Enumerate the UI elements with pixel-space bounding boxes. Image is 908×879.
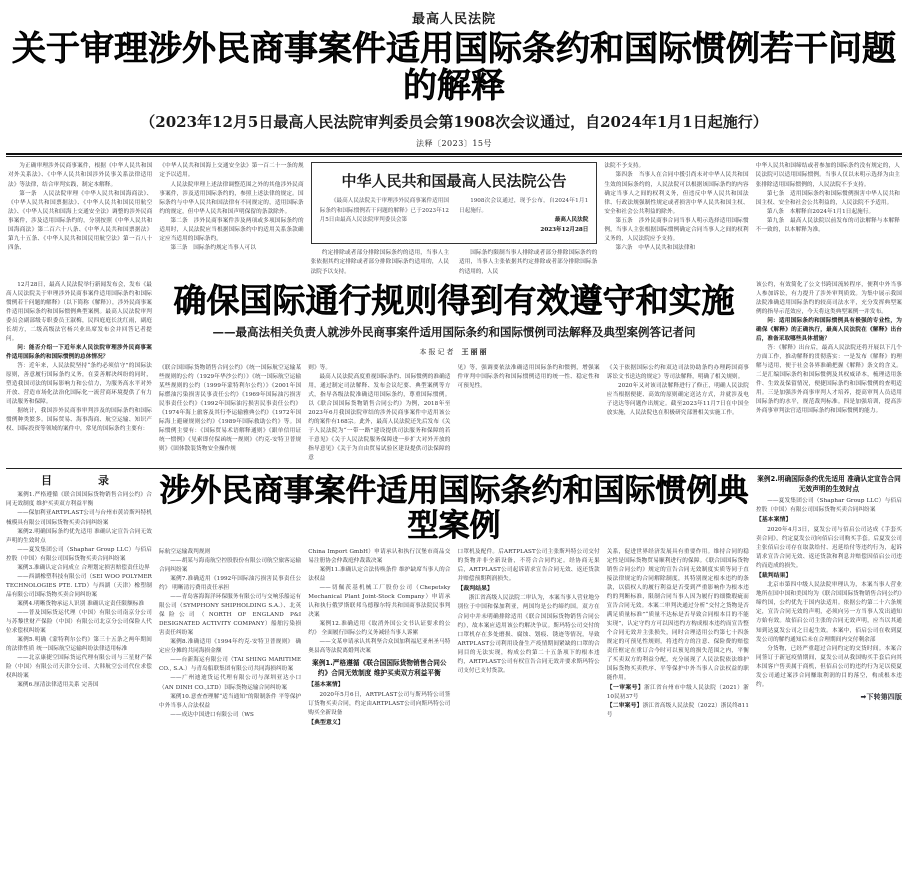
interview-head xyxy=(159,281,749,360)
interview-section xyxy=(6,281,902,464)
gazette-left-column xyxy=(320,197,449,235)
paragraph: 第八条 本解释自2024年1月1日起施行。 xyxy=(766,208,875,215)
cases-center xyxy=(159,472,749,728)
page-title: 关于审理涉外民商事案件适用国际条约和国际惯例若干问题的解释 xyxy=(12,29,896,106)
interview-subheadline: ——最高法相关负责人就涉外民商事案件适用国际条约和国际惯例司法解释及典型案例答记者问 xyxy=(212,324,696,339)
interpretation-column-3 xyxy=(311,249,449,276)
toc-item[interactable]: 案例3.准确认定合同成立 合理划定损害赔偿责任边界 xyxy=(17,564,150,571)
paragraph: 见》等，强调要依法准确适用国际条约和惯例，增强案件审判中国际条约和国际惯例适用的统一性、稳定性和可预见性。 xyxy=(457,364,600,389)
toc-column xyxy=(6,472,152,728)
paragraph: 法院不予支持。 xyxy=(604,163,645,170)
paragraph: 2020年又对该司法解释进行了修正，明确人民法院应当根据便捷、高效的原则确定送达方式，并就涉及电子送达等问题作出规定。截至2023年11月7日在中国全放实施，人民法院也在积极研究部署相关实施工作。 xyxy=(606,382,749,417)
toc-item[interactable]: ——广州迪迪货运代理有限公司与深圳亚达小口（AN DINH CO.,LTD）国际货物运输合同纠纷案 xyxy=(159,675,302,691)
paragraph: 第三条 国际条约规定当事人可以 xyxy=(170,244,256,251)
paragraph: 第二条 涉外民商事案件涉及两项或多项国际条约的适用时，人民法院应当根据国际条约中的适用关系条款确定应当适用的国际条约。 xyxy=(159,217,304,242)
paragraph: 据统计，我国涉外民商事审判涉及的国际条约和国际惯例种类繁多。国际贸易、海事海商、航空运输、知识产权、国际投资等领域的案件中，常见的国际条约主要有： xyxy=(6,408,152,433)
case2-title: 案例2.明确国际条约优先适用 准确认定宣告合同无效声明的生效时点 xyxy=(757,475,901,494)
paragraph: 《中华人民共和国海上交通安全法》第一百二十一条的规定予以适用。 xyxy=(159,163,304,179)
case1-facts-label: 【基本案情】 xyxy=(308,682,344,689)
paragraph: 1908次会议通过，现予公布，自2024年1月1日起施行。 xyxy=(459,198,589,214)
interpretation-column-4 xyxy=(459,249,597,276)
interview-column-4 xyxy=(458,364,600,464)
case2-result-label: 【裁判结果】 xyxy=(756,572,792,579)
cases-headline: 涉外民商事案件适用国际条约和国际惯例典型案例 xyxy=(159,473,749,545)
toc-item[interactable]: ——文某申请承认其利坚合众国加利福尼亚州圣马特奥县高等法院离婚判决案 xyxy=(308,639,451,655)
case1-second-label: 【二审案号】 xyxy=(606,702,643,709)
question: 问：能否介绍一下近年来人民法院审理涉外民商事案件适用国际条约和国际惯例的总体情况？ xyxy=(6,344,152,360)
toc-item[interactable]: ——青岛客海海洋环保服务有限公司与交响乐船运有限公司（SYMPHONY SHIPHOLDING S.A.）、北英保险公司（NORTH OF ENGLAND P&I DESIGNATED ACTIVITY COMPANY）船舶污染损害责任纠纷案 xyxy=(159,594,302,637)
paragraph: 第四条 当事人在合同中援引尚未对中华人民共和国生效的国际条约的，人民法院可以根据该国际条约的内容确定当事人之间的权利义务，但违反中华人民共和国法律、行政法规强制性规定或者损害中华人民共和国主权、安全和社会公共利益的除外。 xyxy=(604,172,749,215)
paragraph: 第六条 中华人民共和国法律和 xyxy=(615,244,696,251)
toc-item[interactable]: China Import GmbH）申请承认和执行汉堡市商品交易注册协会仲裁庭仲裁裁决案 xyxy=(308,548,451,564)
gazette-box xyxy=(311,162,598,244)
case2-subtitle: ——夏发集团公司（Shaphar Group LLC）与佰启控股（中国）有限公司国际货物买卖合同纠纷案 xyxy=(756,498,902,514)
masthead-subtitle: （2023年12月5日最高人民法院审判委员会第1908次会议通过，自2024年1月1日起施行） xyxy=(140,113,768,132)
toc-item[interactable]: ——普及国际货运代理（中国）有限公司南京分公司与苏黎世财产保险（中国）有限公司北京分公司保险人代位求偿权纠纷案 xyxy=(6,610,152,635)
case1-first-instance xyxy=(607,684,749,702)
paragraph: 12月28日，最高人民法院举行新闻发布会，发布《最高人民法院关于审理涉外民商事案件适用国际条约和国际惯例若干问题的解释》（以下简称《解释》），涉外民商事案件适用国际条约和国际惯例典型案例。最高人民法院审判委员会副部级专职委员王淑梅，民四庭庭长沈红雨，副庭长胡方，二级高级法官杨兴业出席发布会并回答记者提问。 xyxy=(6,281,152,342)
paragraph: 第五条 涉外民商事合同当事人明示选择适用国际惯例，当事人主张根据国际惯例确定合同当事人之间的权利义务的，人民法院应予支持。 xyxy=(604,217,749,242)
toc-item[interactable]: 案例2.明确国际条约优先适用 准确认定宣告合同无效声明的生效时点 xyxy=(6,528,152,544)
paragraph: 《最高人民法院关于审理涉外民商事案件适用国际条约和国际惯例若干问题的解释》已于2023年12月5日由最高人民法院审判委员会第 xyxy=(319,198,449,224)
paragraph: 中华人民共和国缔结或者参加的国际条约没有规定的，人民法院可以适用国际惯例。当事人仅以未明示选择为由主张排除适用国际惯例的，人民法院不予支持。 xyxy=(755,163,900,188)
paragraph: 第九条 最高人民法院以前发布的司法解释与本解释不一致的，以本解释为准。 xyxy=(755,217,900,233)
case1-second-instance xyxy=(607,702,749,720)
case2-facts: 2020年4月3日，夏发公司与佰启公司达成《手套买卖合同》，约定夏发公司向佰启公司购买手套。后夏发公司主张佰启公司存在取款给付、迟延给付等违约行为，起诉请求宣告合同无效、返还货款和利息并赔偿因佰启公司违约而造成的损失。 xyxy=(756,526,902,569)
gazette-block xyxy=(311,162,598,276)
jump-to-page-link[interactable]: ➡下转第四版 xyxy=(860,692,902,701)
toc-item[interactable]: 案例8.准确适用《1994年约克-安特卫普规则》 确定应分摊的共同海损金额 xyxy=(159,639,302,655)
paragraph: 该公约，有效简化了公文书跨国流转程序，便利中外当事人参加诉讼，有力提升了涉外审判质效。为集中展示我国法院准确适用国际条约的较高司法水平，充分发挥典型案例的指导示范效应，今天将这类典型案例一并发布。 xyxy=(756,281,902,315)
toc-item[interactable]: ——夏发集团公司（Shaphar Group LLC）与佰启控股（中国）有限公司国际货物买卖合同纠纷案 xyxy=(6,546,152,562)
byline-label: 本报记者 xyxy=(419,347,456,356)
masthead-organization: 最高人民法院 xyxy=(411,12,496,27)
interpretation-column-1 xyxy=(8,162,152,276)
toc-item[interactable]: ——成达中国进口有限公司（WS xyxy=(170,711,254,718)
case1-significance: 关系，促进世界经济发展具有重要作用。维持合同的稳定性是国际货物贸易顺利进行的保障。《联合国国际货物销售合同公约》规定的宣告合同无效制度实质等同于直接法律规定的合同解除制度，其特别规定根本违约的条款，以债权人的履行利益是否受到严重影响作为根本违约的判断标准，限制合同当事人因为履行的细微瑕疵而宣告合同无效。本案二审判决通过分析“交付之货物是否满足质量标准”“质量不达标是否导致合同根本目的不能实现”，认定守约方可以因违约方构成根本违约而宣告整个合同无效并主张损失，同时合理适用公约第七十四条规定的可预见性规则，将违约方的注意、保险费的赔偿责任框定在重订合今时可以预见的损失范围之内，平衡了买卖双方的利益分配，充分展现了人民法院依法维护国际货物买卖秩序、平等保护中外当事人合法权益的职能作用。 xyxy=(606,548,749,682)
gazette-right-column xyxy=(459,197,588,235)
toc-item[interactable]: ——胡某与海南航空控股股份有限公司航空旅客运输合同纠纷案 xyxy=(159,557,302,573)
case1-title: 案例1.严格遵循《联合国国际货物销售合同公约》合同无效制度 维护买卖双方利益平衡 xyxy=(312,659,447,678)
paragraph: 最高人民法院高度重视国际条约、国际惯例的准确适用，通过制定司法解释、发布会议纪要、典型案例等方式，指导各级法院准确适用国际条约，尊重国际惯例。以《联合国国际货物销售合同公约》为例，2018年至2023年6月我国法院审结的涉外民商事案件中适用该公约的案件有168宗。此外，最高人民法院还先后发布《关于人民法院为“一带一路”建设提供司法服务和保障的若干意见》《关于人民法院服务保障进一步扩大对外开放的指导意见》《关于为自由贸易试验区建设提供司法保障的意 xyxy=(308,373,451,462)
case1-facts: 2020年5月6日，ARTPLAST公司与斯玛特公司签订货物买卖合同，约定由ARTPLAST公司向斯玛特公司购买全新设备 xyxy=(308,691,451,716)
case1-column-b xyxy=(458,548,600,728)
interpretation-section xyxy=(6,160,902,276)
toc-item[interactable]: ——北京康捷空国际货运代理有限公司与三星财产保险（中国）有限公司天津分公司、大韩航空公司代位求偿权纠纷案 xyxy=(6,655,152,680)
gazette-signer: 最高人民法院 xyxy=(554,217,589,224)
toc-item[interactable]: 案例7.准确适用《1992年国际油污损害民事责任公约》 明晰清污费用责任承担 xyxy=(159,575,302,592)
paragraph: 《联合国国际货物销售合同公约》《统一国际航空运输某些规则的公约（1929年华沙公约）》《统一国际航空运输某些规则的公约（1999年蒙特利尔公约）》《2001年国际燃油污染损害民事责任公约》《1969年国际油污损害民事责任公约》《1992年国际油污损害民事责任公约》《1974年海上旅客及其行李运输雅典公约》《1972年国际海上避碰规则公约》《1989年国际救助公约》等。国际惯例主要有：《国际贸易术语解释通则》《跟单信用证统一惯例》《见索即付保函统一规则》《约克-安特卫普规则》《固体散装货物安全操作规 xyxy=(159,364,302,453)
toc-title: 目 录 xyxy=(41,474,117,488)
toc-item[interactable]: 际航空运输裁判规则 xyxy=(159,548,211,555)
case2-continuation: 分货物，已经严重超过合同约定的交货时间。本案合同签订于新冠疫情期间，夏发公司从我国购买手套后向其本国客户售卖属于商机，但佰启公司的违约行为足以使夏发公司通过案涉合同赚取利润的目的落空，构成根本违约。 xyxy=(756,645,902,688)
toc-column-3 xyxy=(308,548,450,728)
answer: 答：《解释》出台后，最高人民法院还将开展以下几个方面工作，推动解释的贯彻落实：一是发布《解释》的理解与适用，便于社会各界准确把握《解释》条文的含义。二是汇编国际条约和国际惯例及其权威译本，梳理适用条件、生效及保留情况，便捷国际条约和国际惯例的查明适用。三是加强涉外商事审判人才培养，提高审判人员适用国际条约的水平，规范裁判标准。四是加强培训，提高涉外商事审判法官适用国际条约和国际惯例的能力。 xyxy=(756,344,902,415)
divider-thin xyxy=(6,156,902,157)
paragraph: 人民法院审理上述法律调整范围之外的其他涉外民商事案件，涉及适用国际条约的，参照上述法律的规定。国际条约与中华人民共和国法律有不同规定的，适用国际条约的规定，但中华人民共和国声明保留的条款除外。 xyxy=(159,181,304,215)
interview-column-2 xyxy=(159,364,301,464)
byline-name: 王丽丽 xyxy=(461,346,489,356)
paragraph: 《关于依据国际公约和双边司法协助条约办理跨国商事诉讼文书送达的规定》等司法解释，明确了相关规则。 xyxy=(606,364,749,380)
paragraph: 口罩机及配件。后ARTPLAST公司主张斯玛特公司交付的货物并非全新设备，不符合合同约定。经协商无果后，ARTPLAST公司起诉请求宣告合同无效、返还货款并赔偿预期利润损失。 xyxy=(457,548,600,582)
divider-thin-2 xyxy=(6,468,902,469)
cases-section xyxy=(6,472,902,728)
gazette-date: 2023年12月28日 xyxy=(540,226,589,233)
toc-item[interactable]: 案例4.明晰货物承运人识别 准确认定责任限额标准 xyxy=(17,600,145,607)
case1-column-c xyxy=(607,548,749,728)
interview-column-5 xyxy=(607,364,749,464)
paragraph: 为正确审理涉外民商事案件，根据《中华人民共和国对外关系法》、《中华人民共和国涉外民事关系法律适用法》等法律，结合审判实践，制定本解释。 xyxy=(8,163,153,188)
case2-facts-label: 【基本案情】 xyxy=(756,517,792,524)
toc-item[interactable]: ——保加利亚ARTPLAST公司与台州市黄岩斯玛特机械模具有限公司国际货物买卖合同纠纷案 xyxy=(6,510,152,526)
paragraph: 第一条 人民法院审理《中华人民共和国海商法》、《中华人民共和国票据法》、《中华人民共和国民用航空法》、《中华人民共和国海上交通安全法》调整的涉外民商事案件，涉及适用国际条约的，分别按照《中华人民共和国海商法》第二百六十八条、《中华人民共和国票据法》第九十五条、《中华人民共和国民用航空法》第一百八十四条、 xyxy=(8,190,153,251)
toc-column-2 xyxy=(159,548,301,728)
toc-list xyxy=(6,491,152,690)
interpretation-column-6 xyxy=(756,162,900,276)
case2-result: 北京市第四中级人民法院审理认为，本案当事人营业地所在国中国和美国均为《联合国国际货物销售合同公约》缔约国，公约优先于国内法适用。依据公约第二十六条规定，宣告合同无效的声明，必须向另一方当事人发出通知方始有效。故佰启公司主张的合同无效声明，应当以其通知到达夏发公司之日起生效。本案中，佰启公司在收到夏发公司的解约通知后未在合理期间内交付剩余部 xyxy=(756,582,902,643)
toc-item[interactable]: ——切佩茨基机械工厂股份公司（Chepetsky Mechanical Plant Joint-Stock Company）申请承认和执行俄罗斯联邦乌德穆尔特共和国商事法院民事判决案 xyxy=(308,585,451,619)
toc-item[interactable]: 案例12.准确适用《取消外国公文书认证要求的公约》 全面履行国际公约义务减轻当事人诉累 xyxy=(308,621,451,637)
case2-column xyxy=(756,472,902,728)
paragraph: 国际条约限制当事人排除或者部分排除国际条约的适用，当事人主张依据其约定排除或者部分排除国际条约适用的，人民 xyxy=(459,250,598,275)
byline xyxy=(159,347,749,357)
interpretation-column-5 xyxy=(604,162,748,276)
toc-item[interactable]: 案例11.准确认定合法传唤条件 维护缺席当事人的合法权益 xyxy=(308,566,451,582)
gazette-title: 中华人民共和国最高人民法院公告 xyxy=(341,172,567,191)
interview-headline: 确保国际通行规则得到有效遵守和实施 xyxy=(173,280,735,320)
interview-center xyxy=(159,281,749,464)
case1-first-label: 【一审案号】 xyxy=(606,684,645,691)
masthead xyxy=(6,0,902,149)
divider-thick xyxy=(6,153,902,155)
case1-typical-label: 【典型意义】 xyxy=(308,719,344,726)
paragraph: 第七条 适用国际条约和国际惯例损害中华人民共和国主权、安全和社会公共利益的，人民法院不予适用。 xyxy=(755,190,900,206)
toc-item[interactable]: ——台新海运有限公司（TAI SHING MARITIME CO., S.A.）与青岛船联集团有限公司共同海损纠纷案 xyxy=(159,657,302,673)
case1-result-label: 【裁判结果】 xyxy=(457,586,493,593)
interview-column-6 xyxy=(756,281,902,464)
paragraph: 则》等。 xyxy=(308,364,332,371)
toc-item[interactable]: 案例6.厘清法律适用关系 完善国 xyxy=(17,682,99,689)
question: 问：适用国际条约和国际惯例具有极强的专业性，为确保《解释》的正确执行，最高人民法院在《解释》出台后，准备采取哪些具体措施？ xyxy=(756,317,902,342)
interview-column-1 xyxy=(6,281,152,464)
toc-item[interactable]: 案例10.意查查理解“适当通知”的限制条件 平等保护中外当事人合法权益 xyxy=(159,693,302,709)
case1-result: 浙江省高级人民法院二审认为，本案当事人营业地分别位于中国和保加利亚，两国均是公约缔约国。双方在合同中并未明确排除适用《联合国国际货物销售合同公约》，故本案应适用该公约解决争议。斯玛特公司交付的口罩机存在多处磨损、腐蚀、划痕、锈迹等情况，导致ARTPLAST公司利用设备生产疫情期间紧缺的口罩的合同目的无法实现，构成公约第二十五条项下的根本违约，ARTPLAST公司有权宣告合同无效并要求斯玛特公司支付已支付货款。 xyxy=(457,595,600,674)
interview-column-3 xyxy=(308,364,450,464)
toc-item[interactable]: ——西湖橡塑科技有限公司（SEI WOO POLYMER TECHNOLOGIES PTE. LTD）与西湖（天津）橡塑制品有限公司国际货物买卖合同纠纷案 xyxy=(6,573,152,598)
paragraph: 约定排除或者部分排除国际条约的适用，当事人主张依据其约定排除或者部分排除国际条约适用的，人民法院予以支持。 xyxy=(310,250,449,275)
document-number: 法释〔2023〕15号 xyxy=(415,139,493,149)
case1-first-no: 浙江省台州市中级人民法院（2021）浙10民初37号 xyxy=(606,684,749,700)
toc-item[interactable]: 案例1.严格遵循《联合国国际货物销售合同公约》合同无效制度 维护买卖双方利益平衡 xyxy=(6,492,152,508)
answer: 答：近年来，人民法院坚持“条约必须信守”的国际法原则，善意履行国际条约义务，在妥善解决纠纷的同时，塑造我国司法的国际影响力和公信力，为服务高水平对外开放、营造市场化法治化国际化一流营商环境提供了有力司法服务和保障。 xyxy=(6,363,152,406)
toc-item[interactable]: 案例5.明确《蒙特利尔公约》第三十五条之两年期间的法律性质 统一国际航空运输纠纷法律适用标准 xyxy=(6,637,152,653)
interpretation-column-2 xyxy=(159,162,303,276)
case1-second-no: 浙江省高级人民法院（2022）浙民终811号 xyxy=(606,702,749,719)
